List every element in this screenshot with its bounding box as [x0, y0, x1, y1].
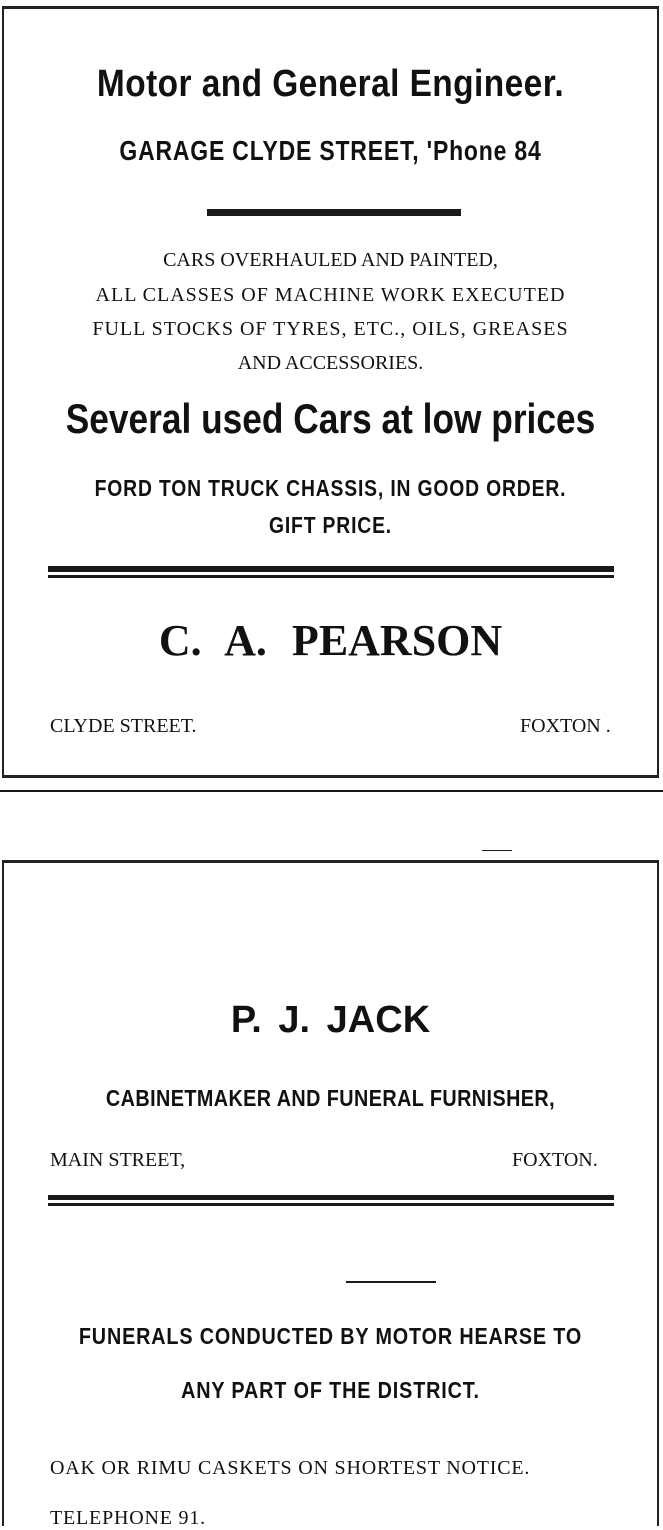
service-line: CARS OVERHAULED AND PAINTED,: [163, 249, 498, 271]
short-rule: [207, 209, 461, 216]
double-rule-thin: [48, 575, 614, 578]
ad-heading: Motor and General Engineer.: [96, 63, 565, 105]
trade-line: CABINETMAKER AND FUNERAL FURNISHER,: [105, 1085, 556, 1111]
truck-offer-line: FORD TON TRUCK CHASSIS, IN GOOD ORDER.: [94, 475, 567, 501]
address-town: FOXTON .: [520, 715, 611, 737]
funeral-line: FUNERALS CONDUCTED BY MOTOR HEARSE TO: [78, 1323, 583, 1349]
address-street: MAIN STREET,: [50, 1149, 186, 1171]
double-rule-thin: [48, 1203, 614, 1206]
used-cars-headline: Several used Cars at low prices: [65, 395, 596, 442]
gift-price-line: GIFT PRICE.: [268, 512, 393, 538]
service-line: AND ACCESSORIES.: [237, 352, 424, 374]
caskets-line: OAK OR RIMU CASKETS ON SHORTEST NOTICE.: [50, 1457, 531, 1479]
service-line: ALL CLASSES OF MACHINE WORK EXECUTED: [95, 284, 566, 306]
double-rule-thick: [48, 566, 614, 572]
address-town: FOXTON.: [512, 1149, 598, 1171]
double-rule-thick: [48, 1195, 614, 1200]
address-street: CLYDE STREET.: [50, 715, 197, 737]
telephone-line: TELEPHONE 91.: [50, 1507, 206, 1529]
service-line: FULL STOCKS OF TYRES, ETC., OILS, GREASES: [92, 318, 569, 340]
proprietor-name: C. A. PEARSON: [158, 616, 503, 665]
garage-phone-line: GARAGE CLYDE STREET, 'Phone 84: [119, 135, 542, 166]
separator-dash: [482, 850, 512, 851]
funeral-line: ANY PART OF THE DISTRICT.: [181, 1377, 480, 1403]
separator-rule: [0, 790, 663, 792]
proprietor-name: P. J. JACK: [230, 999, 431, 1041]
short-rule: [346, 1281, 436, 1283]
pearson-advertisement: [2, 6, 659, 778]
jack-advertisement: [2, 860, 659, 1529]
